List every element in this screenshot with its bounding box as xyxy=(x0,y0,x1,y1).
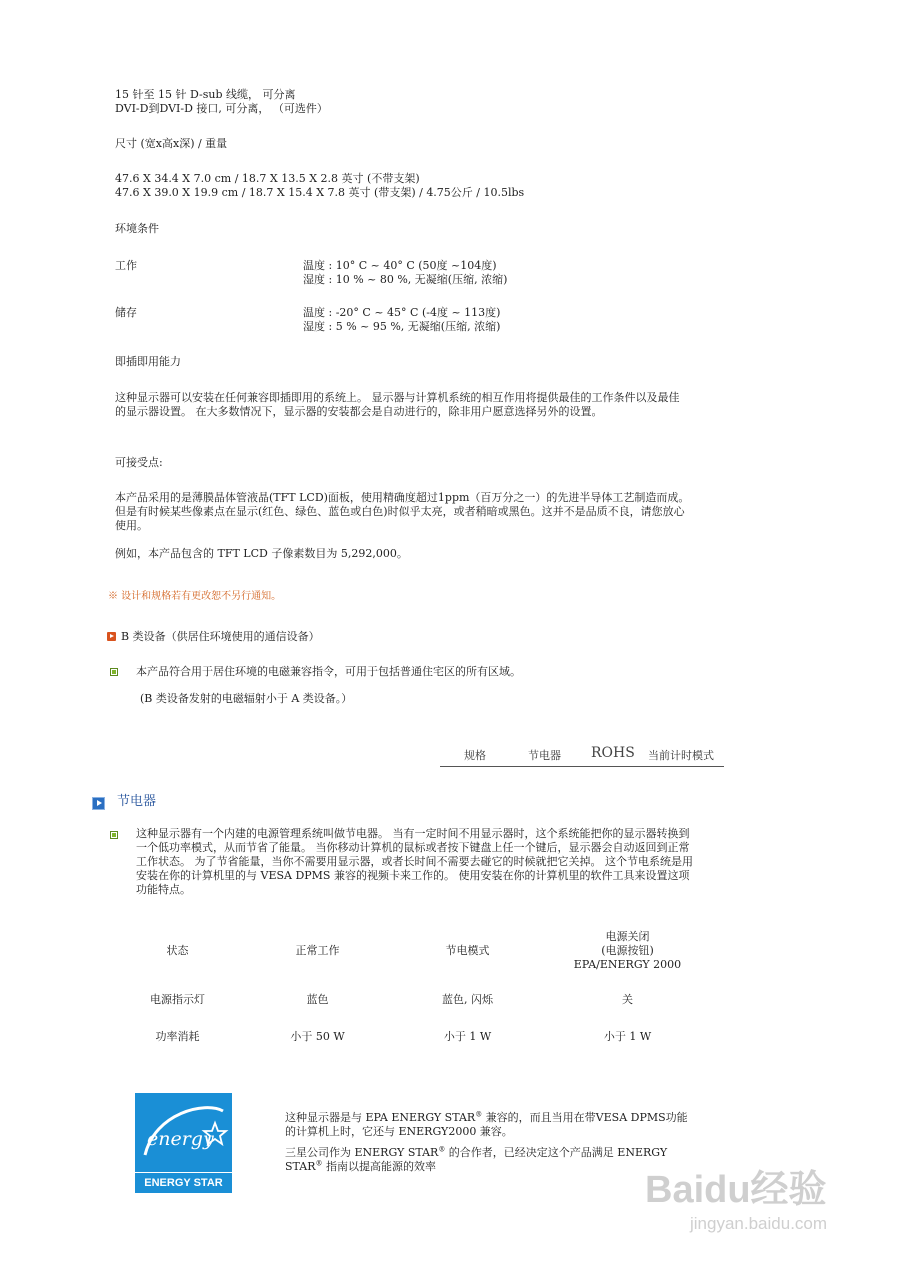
energy-star-label: ENERGY STAR xyxy=(135,1172,232,1193)
class-b-heading-row xyxy=(107,630,320,644)
power-off-label: 电源关闭 xyxy=(605,930,650,943)
table-row xyxy=(120,976,720,1024)
dimensions-line-2: 47.6 X 39.0 X 19.9 cm / 18.7 X 15.4 X 7.8 英寸 (带支架) / 4.75公斤 / 10.5lbs xyxy=(115,186,525,199)
power-saver-text: 这种显示器有一个内建的电源管理系统叫做节电器。 当有一定时间不用显示器时，这个系统能把你的显示器转换到一个低功率模式，从而节省了能量。 当你移动计算机的鼠标或者按下键盘上任一个键后，显示器会自动返回到正常工作状态。 为了节省能量，当你不需要用显示器，或者长时间不需要去碰它的时候就把它关掉。 这个节电系统是用安装在你的计算机里的与 VESA DPMS 兼容的视频卡来工作的。 使用安装在你的计算机里的软件工具来设置这项功能特点。 xyxy=(136,827,693,896)
table-cell: 关 xyxy=(622,993,633,1006)
operating-humidity: 湿度 : 10 % ~ 80 %, 无凝缩(压缩, 浓缩) xyxy=(303,273,508,286)
table-cell: 电源指示灯 xyxy=(150,993,205,1006)
orange-arrow-bullet-icon xyxy=(107,632,116,641)
connector-line-1: 15 针至 15 针 D-sub 线缆， 可分离 xyxy=(115,88,296,101)
energy-star-logo xyxy=(135,1093,232,1193)
energy-star-text-2a: 三星公司作为 ENERGY STAR xyxy=(285,1146,439,1159)
power-saver-title: 节电器 xyxy=(117,794,157,809)
table-cell: 小于 50 W xyxy=(290,1030,345,1043)
energy-star-paragraph-1 xyxy=(285,1111,697,1139)
acceptable-points-heading: 可接受点: xyxy=(115,456,163,469)
operating-temperature: 温度 : 10° C ~ 40° C (50度 ~104度) xyxy=(303,259,497,272)
table-cell: 小于 1 W xyxy=(443,1030,492,1043)
plug-and-play-heading: 即插即用能力 xyxy=(115,355,181,368)
dimensions-line-1: 47.6 X 34.4 X 7.0 cm / 18.7 X 13.5 X 2.8 英寸 (不带支架) xyxy=(115,172,420,185)
table-cell: 功率消耗 xyxy=(155,1030,200,1043)
table-header-cell: 状态 xyxy=(166,944,189,957)
table-header-cell-power-off xyxy=(535,926,720,976)
class-b-text-row xyxy=(110,665,521,679)
green-square-bullet-icon xyxy=(110,831,118,839)
spec-change-notice: ※ 设计和规格若有更改恕不另行通知。 xyxy=(108,591,282,602)
power-button-label: (电源按钮) xyxy=(601,944,654,957)
energy-star-text-2c: 指南以提高能源的效率 xyxy=(322,1160,436,1173)
tab-specifications[interactable]: 规格 xyxy=(464,749,486,762)
registered-mark: ® xyxy=(475,1110,483,1119)
tab-rohs[interactable]: ROHS xyxy=(591,745,635,761)
environment-heading: 环境条件 xyxy=(115,222,159,235)
tab-underline xyxy=(440,766,724,767)
table-cell: 蓝色, 闪烁 xyxy=(442,993,493,1006)
storage-humidity: 湿度 : 5 % ~ 95 %, 无凝缩(压缩, 浓缩) xyxy=(303,320,501,333)
energy-star-paragraph-2 xyxy=(285,1146,697,1174)
table-header-cell: 节电模式 xyxy=(445,944,490,957)
tab-power-saver[interactable]: 节电器 xyxy=(528,749,561,762)
class-b-text: 本产品符合用于居住环境的电磁兼容指令，可用于包括普通住宅区的所有区域。 xyxy=(136,665,521,678)
energy-star-swoosh-icon xyxy=(135,1093,232,1173)
operating-label: 工作 xyxy=(115,259,137,272)
energy-star-text-1a: 这种显示器是与 EPA ENERGY STAR xyxy=(285,1111,476,1124)
baidu-watermark-brand: Baidu经验 xyxy=(645,1169,827,1211)
registered-mark: ® xyxy=(315,1159,323,1168)
class-b-heading: B 类设备（供居住环境使用的通信设备） xyxy=(121,630,320,643)
storage-temperature: 温度 : -20° C ~ 45° C (-4度 ~ 113度) xyxy=(303,306,501,319)
tab-timing-modes[interactable]: 当前计时模式 xyxy=(648,749,714,762)
registered-mark: ® xyxy=(438,1145,446,1154)
green-square-bullet-icon xyxy=(110,668,118,676)
plug-and-play-text: 这种显示器可以安装在任何兼容即插即用的系统上。 显示器与计算机系统的相互作用将提供最佳的工作条件以及最佳的显示器设置。 在大多数情况下，显示器的安装都会是自动进行的，除非用户愿意选择另外的设置。 xyxy=(115,391,680,418)
table-header-cell: 正常工作 xyxy=(295,944,340,957)
power-mode-table xyxy=(120,926,720,1050)
baidu-watermark-url: jingyan.baidu.com xyxy=(690,1214,828,1233)
energy-star-text-2b: 的合作者，已经决定这个产品满足 ENERGY STAR xyxy=(285,1146,668,1173)
energy-star-text-1b: 兼容的，而且当用在带VESA DPMS功能的计算机上时，它还与 ENERGY2000 兼容。 xyxy=(285,1111,688,1138)
epa-energy-label: EPA/ENERGY 2000 xyxy=(573,958,682,971)
energy-script-text: energy xyxy=(147,1128,214,1150)
storage-label: 储存 xyxy=(115,306,137,319)
pixel-count-example: 例如，本产品包含的 TFT LCD 子像素数目为 5,292,000。 xyxy=(115,547,408,560)
table-cell: 蓝色 xyxy=(306,993,329,1006)
table-row xyxy=(120,926,720,976)
table-cell: 小于 1 W xyxy=(603,1030,652,1043)
dimensions-heading: 尺寸 (宽x高x深) / 重量 xyxy=(115,137,228,150)
acceptable-points-text: 本产品采用的是薄膜晶体管液晶(TFT LCD)面板，使用精确度超过1ppm（百万分之一）的先进半导体工艺制造而成。但是有时候某些像素点在显示(红色、绿色、蓝色或白色)时似乎太亮，或者稍暗或黑色。这并不是品质不良，请您放心使用。 xyxy=(115,491,690,532)
section-arrow-icon xyxy=(92,797,105,810)
table-row xyxy=(120,1024,720,1050)
class-b-note: (B 类设备发射的电磁辐射小于 A 类设备。） xyxy=(140,692,353,705)
connector-line-2: DVI-D到DVI-D 接口, 可分离， （可选件） xyxy=(115,102,328,115)
